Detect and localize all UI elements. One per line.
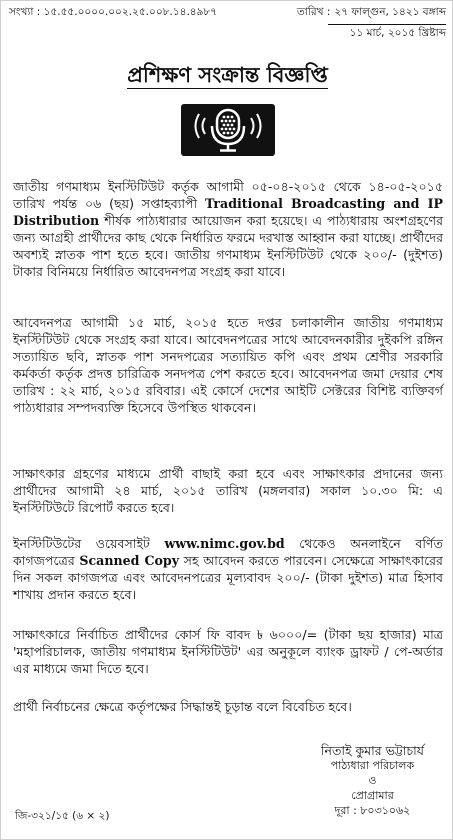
scanned-copy-text: Scanned Copy	[79, 553, 180, 568]
signatory-name: নিতাই কুমার ভট্টাচার্য	[320, 743, 424, 758]
signatory-title-1: পাঠ্যধারা পরিচালক	[330, 759, 415, 772]
paragraph-course-announcement: জাতীয় গণমাধ্যম ইনস্টিটিউট কর্তৃক আগামী ০৫-০৪-২০১৫ থেকে ১৪-০৫-২০১৫ তারিখ পর্যন্ত ০৬ (ছয়) সপ্তাহব্যাপী Traditional Broadcasting and IP Distribution শীর্ষক পাঠ্যধারার আয়োজন করা হয়েছে। এ পাঠ্যধারায় অংশগ্রহণের জন্য আগ্রহী প্রার্থীদের কাছ থেকে নির্ধারিত ফরমে দরখাস্ত আহ্বান করা যাচ্ছে। প্রার্থীদের অবশ্যই স্নাতক পাশ হতে হবে। জাতীয় গণমাধ্যম ইনস্টিটিউট থেকে ২০০/- (দুইশত) টাকার বিনিময়ে নির্ধারিত আবেদনপত্র সংগ্রহ করা যাবে।	[13, 179, 443, 279]
microphone-icon	[181, 104, 275, 156]
notice-title: প্রশিক্ষণ সংক্রান্ত বিজ্ঞপ্তি	[127, 62, 328, 87]
paragraph-final-decision: প্রার্থী নির্বাচনের ক্ষেত্রে কর্তৃপক্ষের সিদ্ধান্তই চূড়ান্ত বলে বিবেচিত হবে।	[13, 699, 352, 714]
paragraph-online-application: ইনস্টিটিউটের ওয়েবসাইট www.nimc.gov.bd থেকেও অনলাইনে বর্ণিত কাগজপত্রের Scanned Copy সহ আবেদন করতে পারবেন। সেক্ষেত্রে সাক্ষাৎকারের দিন সকল কাগজপত্র এবং আবেদনপত্রের মূল্যবাবদ ২০০/- (টাকা দুইশত) মাত্র হিসাব শাখায় প্রদান করতে হবে।	[13, 536, 443, 602]
date-english: ১১ মার্চ, ২০১৫ খ্রিষ্টাব্দ	[349, 27, 446, 39]
website-url: www.nimc.gov.bd	[164, 536, 285, 551]
paragraph-course-fee: সাক্ষাৎকারে নির্বাচিত প্রার্থীদের কোর্স ফি বাবদ ৳ ৬০০০/= (টাকা ছয় হাজার) মাত্র 'মহাপরিচালক, জাতীয় গণমাধ্যম ইনস্টিটিউট' এর অনুকূলে ব্যাংক ড্রাফট / পে-অর্ডার এর মাধ্যমে জমা দিতে হবে।	[13, 627, 443, 676]
publication-reference: জি-৩২১/১৫ (৬ × ২)	[15, 810, 110, 822]
course-name: Traditional Broadcasting and IP Distribution	[13, 196, 443, 228]
date-label: তারিখ :	[296, 6, 331, 18]
memo-number: সংখ্যা : ১৫.৫৫.০০০০.০০২.২৫.০০৮.১৪.৪৯৮৭	[9, 6, 218, 18]
signatory-phone: দূরা : ৮০৩১০৬২	[334, 804, 411, 817]
paragraph-interview: সাক্ষাৎকার গ্রহণের মাধ্যমে প্রার্থী বাছাই করা হবে এবং সাক্ষাৎকার প্রদানের জন্য প্রার্থীদের আগামী ২৪ মার্চ, ২০১৫ তারিখ (মঙ্গলবার) সকাল ১০.৩০ মি: এ ইনস্টিটিউটে রিপোর্ট করতে হবে।	[13, 466, 443, 515]
signature-block	[321, 743, 424, 818]
date-block	[297, 5, 446, 43]
signatory-conjunction: ও	[368, 774, 377, 787]
paragraph-application-collection: আবেদনপত্র আগামী ১৫ মার্চ, ২০১৫ হতে দপ্তর চলাকালীন জাতীয় গণমাধ্যম ইনস্টিটিউট থেকে সংগ্রহ করা যাবে। আবেদনপত্রের সাথে আবেদনকারীর দুইকপি রঙ্গিন সত্যায়িত ছবি, স্নাতক পাশ সনদপত্রের সত্যায়িত কপি এবং প্রথম শ্রেণীর সরকারি কর্মকর্তা কর্তৃক প্রদত্ত চারিত্রিক সনদপত্র পেশ করতে হবে। আবেদনপত্র জমা দেয়ার শেষ তারিখ : ২২ মার্চ, ২০১৫ রবিবার। এই কোর্সে দেশের আইটি সেক্টরের বিশিষ্ট ব্যক্তিবর্গ পাঠ্যধারার সম্পদব্যক্তি হিসেবে উপস্থিত থাকবেন।	[13, 315, 443, 415]
signatory-title-2: প্রোগ্রামার	[351, 789, 394, 802]
date-bangla: ২৭ ফাল্গুন, ১৪২১ বঙ্গাব্দ	[334, 6, 446, 18]
date-line	[297, 5, 446, 22]
date-divider	[328, 24, 446, 25]
